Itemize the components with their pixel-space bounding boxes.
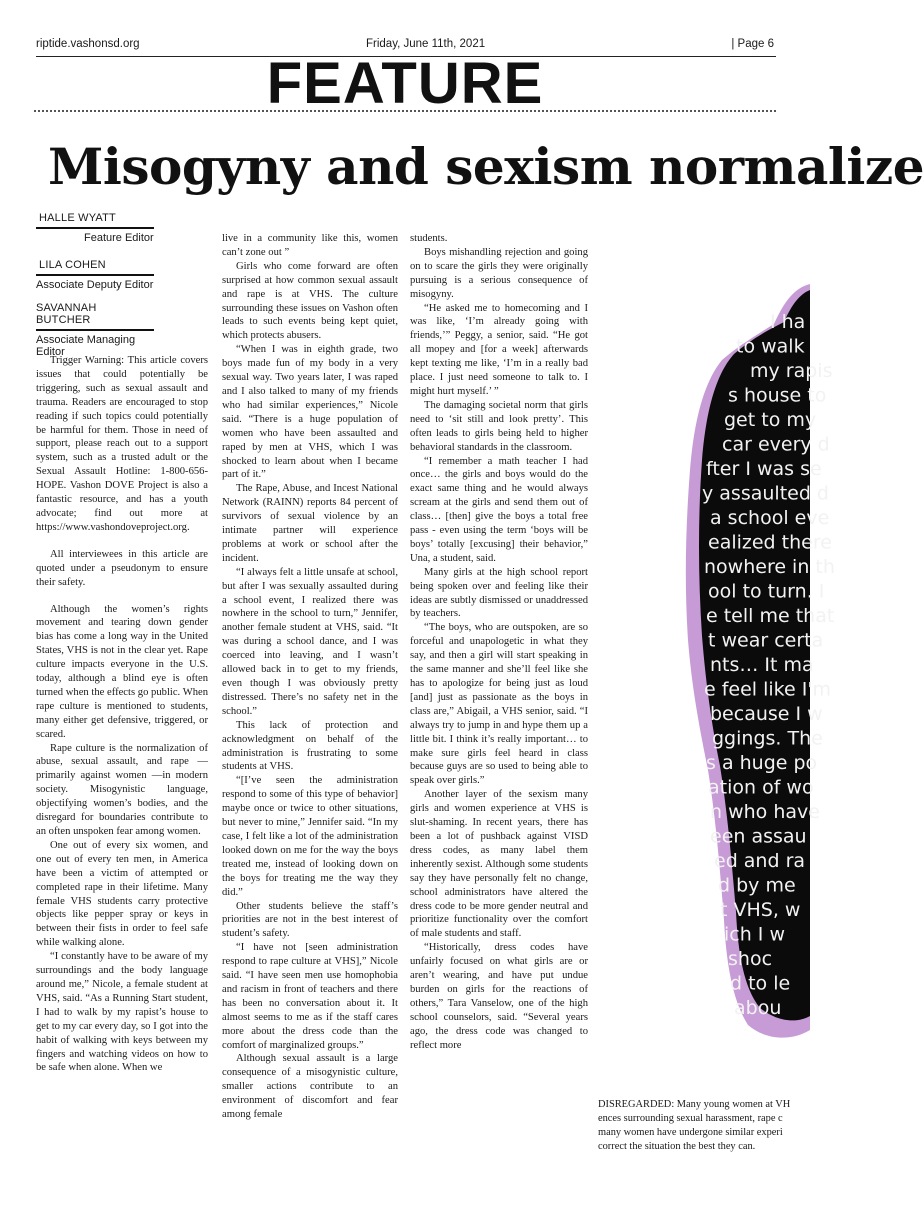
section-title: FEATURE [266,51,544,116]
paragraph: “I remember a math teacher I had once… the girls and boys would do the exact same thing and he would always scream at the girls and send them out of class… [then] give the boys a total free pass - even using the term ‘boys will be boys’ totally [excusing] their behavior,” Una, a student, said. [410,455,588,564]
author-role: Associate Managing Editor [36,334,136,358]
overlay-text-line: s house to [728,384,827,407]
overlay-text-line: ool to turn. I [708,580,825,603]
overlay-text-line: t wear certa [708,629,824,652]
author-name: HALLE WYATT [36,212,154,229]
author-role: Feature Editor [84,232,154,244]
caption-line: DISREGARDED: Many young women at VH [598,1099,791,1110]
site-url[interactable]: riptide.vashonsd.org [36,38,140,50]
overlay-text-line: y assaulted d [702,482,829,505]
overlay-text-line: shoc [728,948,773,970]
overlay-text-line: ation of wo [708,776,814,799]
overlay-text-line: nowhere in th [704,556,835,578]
paragraph: students. [410,233,448,244]
overlay-text-line: car every d [722,433,830,456]
overlay-text-line: t VHS, w [720,899,801,921]
overlay-text-line: my rapis [750,360,833,382]
paragraph: “The boys, who are outspoken, are so forceful and unapologetic in what they say, and then a girl will start speaking in the same manner and she’ll feel like she has to apologize for being just as loud [and] just as passionate as the boys in class are,” Abigail, a VHS senior, said. “I always try to jump in and hype them up a little bit. I think it’s really important… to make sure girls feel heard in class because guys are so used to being able to speak over girls.” [410,622,588,787]
overlay-text-line: abou [734,997,782,1019]
overlay-text-line: get to my [724,409,817,431]
issue-date: Friday, June 11th, 2021 [366,38,486,50]
overlay-text-line: e feel like I'm [704,678,832,701]
paragraph: This lack of protection and acknowledgment on behalf of the administration is frustrating to some students at VHS. [222,719,398,773]
caption-line: correct the situation the best they can. [598,1140,756,1152]
paragraph: Although the women’s rights movement and tearing down gender bias has come a long way in the United States, VHS is not in the clear yet. Rape culture impacts everyone in the U.S. today, although a blind eye is often turned when the effects go public. When rape culture is mentioned to students, many either get defensive, triggered, or scared. [36,603,208,740]
overlay-text-line: because I w [710,703,823,725]
paragraph: “[I’ve seen the administration respond to some of this type of behavior] maybe once or twice to other situations, but never to mine,” Jennifer said. “In my case, I felt like a lot of the administration looked down on me for the way the boys treated me, instead of looking down on the boys for treating me the way they did.” [222,775,398,898]
paragraph: Rape culture is the normalization of abuse, sexual assault, and rape — primarily against women —in modern society. Misogynistic language, objectifying women’s bodies, and the disregard for boundaries contribute to an often unspoken fear among women. [36,742,208,837]
overlay-text-line: ich I w [724,923,785,946]
article-column-3 [410,232,588,1052]
article-column-2 [222,232,398,1122]
paragraph: “I constantly have to be aware of my surroundings and the body language around me,” Nicole, a female student at VHS, said. “As a Running Start student, I had to walk by my rapist’s house to get to my car every day, so I got into the habit of walking with keys between my fingers and watching videos on how to be safe when alone. When we [36,951,208,1074]
overlay-text-line: een assau [710,825,807,848]
overlay-text-line: s a huge po [706,752,818,774]
author-role: Associate Deputy Editor [36,279,154,291]
overlay-text-line: ggings. The [712,727,823,750]
author-name: LILA COHEN [36,259,154,276]
paragraph: “Historically, dress codes have unfairly focused on what girls are or aren’t wearing, and have put undue burden on girls for the reactions of others,” Tara Vanselow, one of the high school counselors, said. “Several years ago, the dress code was changed to reflect more [410,942,588,1051]
paragraph: Boys mishandling rejection and going on to scare the girls they were originally pursuing is a serious consequence of misogyny. [410,246,588,300]
paragraph: Other students believe the staff’s priorities are not in the best interest of student’s safety. [222,900,398,940]
paragraph: “I have not [seen administration respond to rape culture at VHS],” Nicole said. “I have seen men use homophobia and racism in front of teachers and there has been no conversation about it. It almost seems to me as if the staff cares more about the dress code than the comfort of marginalized groups.” [222,942,398,1051]
paragraph: Although sexual assault is a large consequence of a misogynistic culture, smaller actions contribute to an environment of discomfort and fear among female [222,1053,398,1121]
overlay-text-line: ed and ra [714,850,806,872]
overlay-text-line: a school eve [710,507,830,529]
paragraph: Many girls at the high school report being spoken over and feeling like their ideas are subtly dismissed or unaddressed by teachers. [410,566,588,620]
trigger-warning: Trigger Warning: This article covers issues that could potentially be triggering, such as sexual assault and trauma. Readers are encouraged to stop reading if such topics could potentially be harmful for them. Those in need of support, please reach out to a support system, such as a trusted adult or the Sexual Assault Hotline: 1-800-656-HOPE. Vashon DOVE Project is also a fantastic resource, and has a youth advocate; find out more at https://www.vashondoveproject.org. [36,355,208,533]
overlay-text-line: d to le [730,972,791,995]
overlay-text-line: e tell me that [706,605,835,627]
author-name: SAVANNAH BUTCHER [36,302,154,331]
paragraph: The damaging societal norm that girls need to ‘sit still and look pretty’. This often leads to girls being held to higher behavioral standards in the classroom. [410,399,588,453]
paragraph: All interviewees in this article are quoted under a pseudonym to ensure their safety. [36,548,208,588]
byline-author-2 [36,259,154,291]
caption-line: ences surrounding sexual harassment, rape c [598,1112,783,1124]
overlay-text-line: to walk [736,335,805,358]
paragraph: “He asked me to homecoming and I was like, ‘I’m already going with friends,’” Peggy, a senior, said. “He got all mopey and [for a week] afterwards kept texting me like, ‘I’m in a really bad place. I just need someone to talk to. I might hurt myself.’ ” [410,302,588,397]
overlay-text-line: fter I was se [706,458,822,480]
paragraph: The Rape, Abuse, and Incest National Network (RAINN) reports 84 percent of survivors of sexual violence by an intimate partner will experience problems at work or school after the incident. [222,483,398,564]
paragraph: One out of every six women, and one out of every ten men, in America have been a victim of attempted or completed rape in their lifetime. Many female VHS students carry protective objects like pepper spray or keys in between their fists in order to feel safe while walking alone. [36,839,208,949]
byline-author-3 [36,302,154,358]
overlay-text-line: d by me [718,874,796,897]
dotted-divider [34,110,776,112]
overlay-text-line: ealized there [708,531,832,554]
headline: Misogyny and sexism normalize [48,137,924,196]
overlay-text-line: I ha [770,311,806,333]
overlay-text-line: n who have [710,801,820,823]
silhouette-illustration [598,260,835,1050]
paragraph: “I always felt a little unsafe at school, but after I was sexually assaulted during a school event, I realized there was nowhere in the school to turn,” Jennifer, another female student at VHS, said. “It was during a school dance, and I was coerced into leaving, and I wasn’t allowed back in to get to my friends, even though I was obviously pretty distressed. There’s no safety net in the school.” [222,566,398,717]
paragraph: Girls who come forward are often surprised at how common sexual assault and rape is at VHS. The culture surrounding these issues on Vashon often leads to such events being kept quiet, which protects abusers. [222,260,398,342]
article-column-1 [36,354,208,1075]
byline-author-1 [36,212,154,244]
paragraph: “When I was in eighth grade, two boys made fun of my body in a very sexual way. Two years later, I was raped and I also talked to many of my friends who had similar experiences,” Nicole said. “There is a huge population of women who have been assaulted and raped by men at VHS, which I was shocked to learn about when I became part of it.” [222,344,398,481]
paragraph: live in a community like this, women can’t zone out ” [222,233,398,258]
page-number: | Page 6 [731,38,774,50]
caption-line: many women have undergone similar experi [598,1126,783,1138]
paragraph: Another layer of the sexism many girls and women experience at VHS is slut-shaming. In recent years, there has been a lot of pushback against VISD dress codes, as many label them inherently sexist. Although some students say they have personally felt no change, school administrators have altered the dress code to be more gender neutral and prioritize functionality over the comfort of male students and staff. [410,789,588,940]
overlay-text-line: nts… It ma [710,654,814,676]
photo-caption [598,1098,810,1154]
